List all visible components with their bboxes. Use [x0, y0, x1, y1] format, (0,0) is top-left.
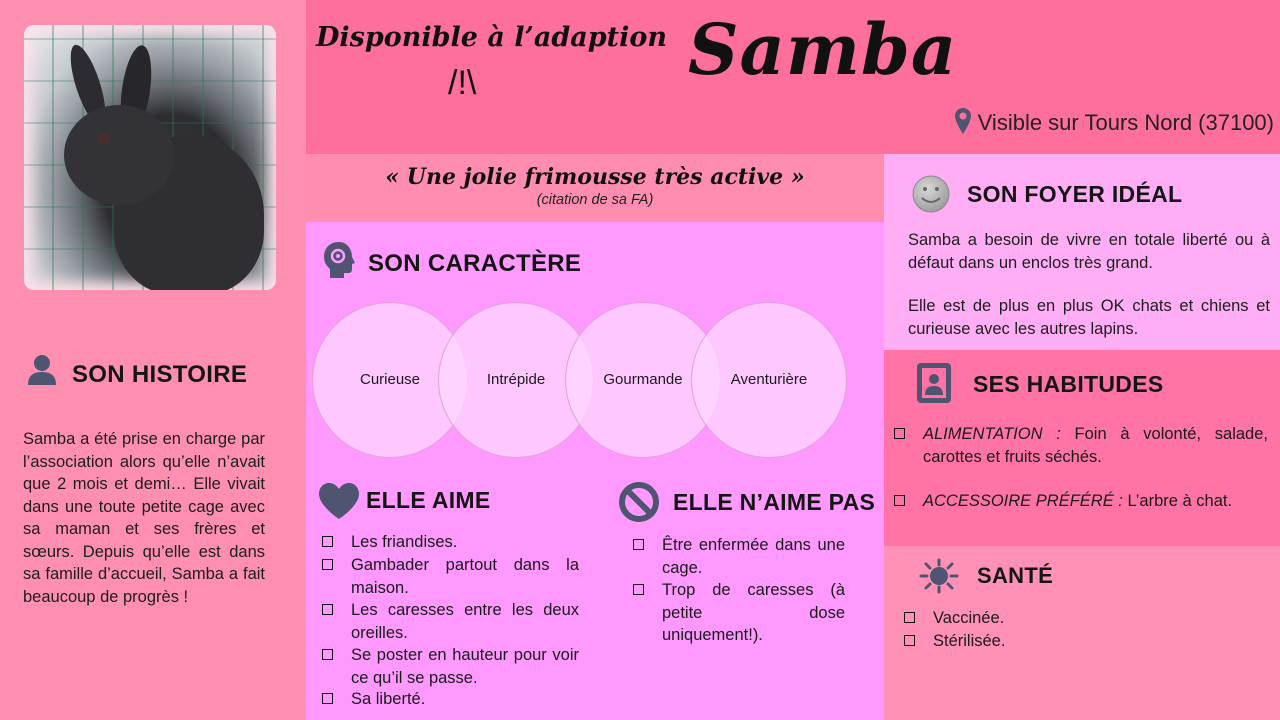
habitude-label: ACCESSOIRE PRÉFÉRÉ :	[923, 492, 1123, 510]
smiley-icon	[911, 174, 951, 214]
aime-item: Gambader partout dans la maison.	[322, 554, 579, 599]
trait-label: Aventurière	[730, 371, 808, 388]
trait-label: Gourmande	[603, 371, 683, 388]
left-column	[0, 0, 306, 720]
trait-label: Curieuse	[359, 371, 421, 388]
availability-label: Disponible à l’adaption	[316, 22, 668, 53]
sante-item: Stérilisée.	[904, 630, 1204, 653]
head-gear-icon	[322, 240, 356, 280]
foyer-title: SON FOYER IDÉAL	[967, 181, 1183, 207]
rabbit-photo	[24, 25, 276, 290]
aime-pas-title: ELLE N’AIME PAS	[673, 489, 876, 515]
aime-item: Les caresses entre les deux oreilles.	[322, 599, 579, 644]
habitudes-title: SES HABITUDES	[973, 371, 1164, 397]
habitudes-panel	[884, 350, 1280, 546]
sante-item: Vaccinée.	[904, 607, 1204, 630]
location-line	[954, 107, 1274, 136]
sante-panel	[884, 546, 1280, 720]
aime-item: Se poster en hauteur pour voir ce qu’il se passe.	[322, 644, 579, 689]
portrait-frame-icon	[915, 361, 953, 405]
sun-icon	[917, 558, 961, 594]
sante-title: SANTÉ	[977, 563, 1054, 588]
habitude-label: ALIMENTATION :	[923, 425, 1061, 443]
warning-sign: /!\	[448, 64, 477, 102]
habitude-item	[894, 423, 1268, 468]
histoire-text: Samba a été prise en charge par l’association alors qu’elle n’avait que 2 mois et demi… Elle vivait dans une toute petite cage avec sa maman et ses frères et sœurs. Depuis qu’elle est dans sa famille d’accueil, Samba a fait beaucoup de progrès !	[23, 430, 265, 606]
aime-pas-item: Être enfermée dans une cage.	[633, 534, 845, 579]
habitude-text: Foin à volonté, salade, carottes et fruits séchés.	[923, 425, 1268, 466]
heart-icon	[318, 482, 360, 520]
histoire-title: SON HISTOIRE	[72, 361, 248, 388]
location-pin-icon	[954, 107, 972, 135]
trait-label: Intrépide	[486, 371, 546, 388]
pet-name: Samba	[688, 8, 958, 91]
quote-source: (citation de sa FA)	[536, 192, 654, 208]
person-icon	[27, 354, 57, 386]
foyer-paragraph-1: Samba a besoin de vivre en totale liberté ou à défaut dans un enclos très grand.	[908, 231, 1270, 272]
caractere-title: SON CARACTÈRE	[368, 250, 582, 277]
forbidden-icon	[618, 481, 660, 523]
location-text: Visible sur Tours Nord (37100)	[977, 110, 1274, 135]
foyer-panel	[884, 154, 1280, 350]
aime-item: Les friandises.	[322, 531, 579, 554]
header	[306, 0, 1280, 154]
aime-item: Sa liberté.	[322, 688, 579, 711]
trait-circle-4	[691, 302, 847, 458]
habitude-text: L’arbre à chat.	[1122, 492, 1233, 510]
quote-text: « Une jolie frimousse très active »	[385, 164, 805, 190]
aime-pas-item: Trop de caresses (à petite dose uniquement!).	[633, 579, 845, 647]
aime-title: ELLE AIME	[366, 487, 491, 513]
quote-band	[306, 154, 884, 222]
habitude-item	[894, 490, 1268, 513]
foyer-paragraph-2: Elle est de plus en plus OK chats et chiens et curieuse avec les autres lapins.	[908, 297, 1270, 338]
